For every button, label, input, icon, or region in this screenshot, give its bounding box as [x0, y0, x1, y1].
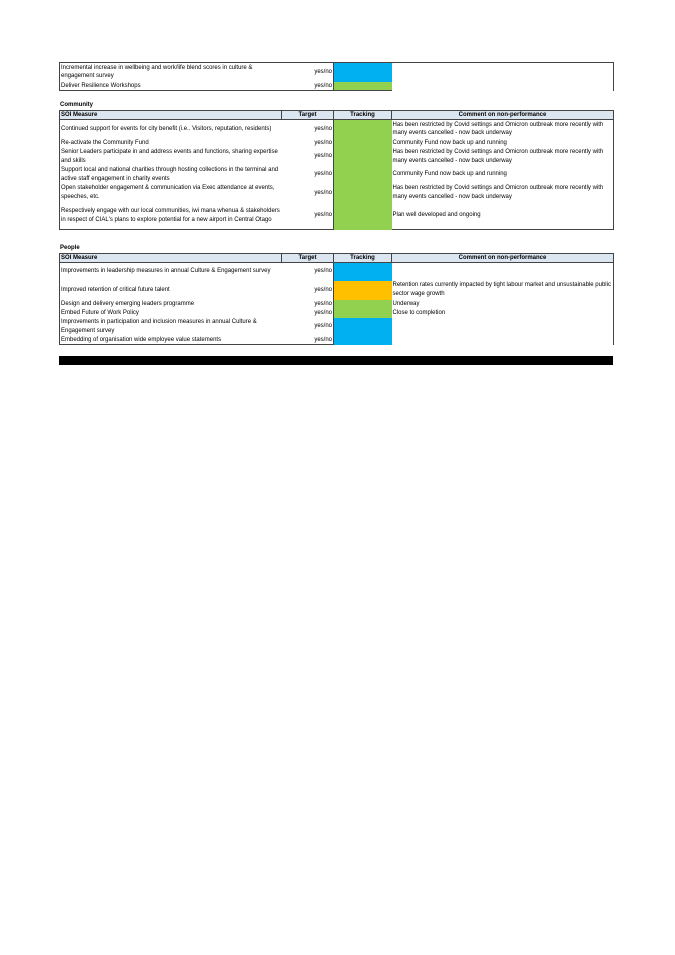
target-cell: yes/no: [282, 166, 334, 184]
table-row: [60, 263, 614, 281]
community-section-title: Community: [60, 102, 93, 108]
soi-measure-cell: Improvements in participation and inclusion measures in annual Culture & Engagement survey: [60, 318, 282, 336]
soi-measure-cell: Improved retention of critical future talent: [60, 281, 282, 300]
target-cell: yes/no: [282, 309, 334, 318]
header-soi-measure: SOI Measure: [60, 254, 282, 263]
soi-measure-cell: Embed Future of Work Policy: [60, 309, 282, 318]
table-row: [60, 318, 614, 336]
comment-cell: Has been restricted by Covid settings and Omicron outbreak more recently with many events cancelled - now back underway: [392, 184, 614, 203]
target-cell: yes/no: [282, 184, 334, 203]
soi-measure-cell: Open stakeholder engagement & communication via Exec attendance at events, speeches, etc.: [60, 184, 282, 203]
comment-cell: Has been restricted by Covid settings and Omicron outbreak more recently with many events cancelled - now back underway: [392, 148, 614, 166]
header-comment: Comment on non-performance: [392, 111, 614, 120]
people-section-title: People: [60, 245, 80, 251]
tracking-status-cell: [334, 63, 392, 82]
comment-cell: Plan well developed and ongoing: [392, 203, 614, 230]
target-cell: yes/no: [282, 300, 334, 309]
soi-measure-cell: Design and delivery emerging leaders programme: [60, 300, 282, 309]
tracking-status-cell: [334, 82, 392, 91]
target-cell: yes/no: [282, 318, 334, 336]
comment-cell: Retention rates currently impacted by tight labour market and unsustainable public sector wage growth: [392, 281, 614, 300]
people-table: [59, 253, 614, 345]
tracking-status-cell: [334, 281, 392, 300]
table-row: [60, 120, 614, 139]
table-header-row: [60, 254, 614, 263]
soi-measure-cell: Re-activate the Community Fund: [60, 139, 282, 148]
comment-cell: Close to completion: [392, 309, 614, 318]
header-comment: Comment on non-performance: [392, 254, 614, 263]
target-cell: yes/no: [282, 263, 334, 281]
footer-black-bar: [59, 356, 613, 365]
table-header-row: [60, 111, 614, 120]
soi-measure-cell: Senior Leaders participate in and address events and functions, sharing expertise and skills: [60, 148, 282, 166]
comment-cell: Community Fund now back up and running: [392, 139, 614, 148]
comment-cell: Underway: [392, 300, 614, 309]
community-table: [59, 110, 614, 230]
tracking-status-cell: [334, 120, 392, 230]
table-row: [60, 300, 614, 309]
target-cell: yes/no: [282, 203, 334, 230]
comment-cell: Community Fund now back up and running: [392, 166, 614, 184]
tracking-status-cell: [334, 263, 392, 281]
wellbeing-table: [59, 62, 614, 91]
header-tracking: Tracking: [334, 111, 392, 120]
comment-cell: [392, 318, 614, 345]
target-cell: yes/no: [282, 148, 334, 166]
soi-measure-cell: Embedding of organisation wide employee value statements: [60, 336, 282, 345]
header-soi-measure: SOI Measure: [60, 111, 282, 120]
target-cell: yes/no: [282, 281, 334, 300]
target-cell: yes/no: [282, 63, 334, 82]
header-target: Target: [282, 111, 334, 120]
comment-cell: [392, 263, 614, 281]
table-row: [60, 63, 614, 82]
soi-measure-cell: Incremental increase in wellbeing and work/life blend scores in culture & engagement survey: [60, 63, 282, 82]
soi-measure-cell: Deliver Resilience Workshops: [60, 82, 282, 91]
soi-measure-cell: Continued support for events for city benefit (i.e.. Visitors, reputation, residents): [60, 120, 282, 139]
soi-measure-cell: Respectively engage with our local communities, iwi mana whenua & stakeholders in respect of CIAL's plans to explore potential for a new airport in Central Otago: [60, 203, 282, 230]
soi-measure-cell: Support local and national charities through hosting collections in the terminal and active staff engagement in charity events: [60, 166, 282, 184]
target-cell: yes/no: [282, 336, 334, 345]
header-target: Target: [282, 254, 334, 263]
comment-cell: [392, 63, 614, 91]
table-row: [60, 281, 614, 300]
target-cell: yes/no: [282, 120, 334, 139]
comment-cell: Has been restricted by Covid settings and Omicron outbreak more recently with many events cancelled - now back underway: [392, 120, 614, 139]
target-cell: yes/no: [282, 82, 334, 91]
tracking-status-cell: [334, 318, 392, 345]
header-tracking: Tracking: [334, 254, 392, 263]
target-cell: yes/no: [282, 139, 334, 148]
soi-measure-cell: Improvements in leadership measures in annual Culture & Engagement survey: [60, 263, 282, 281]
tracking-status-cell: [334, 300, 392, 318]
